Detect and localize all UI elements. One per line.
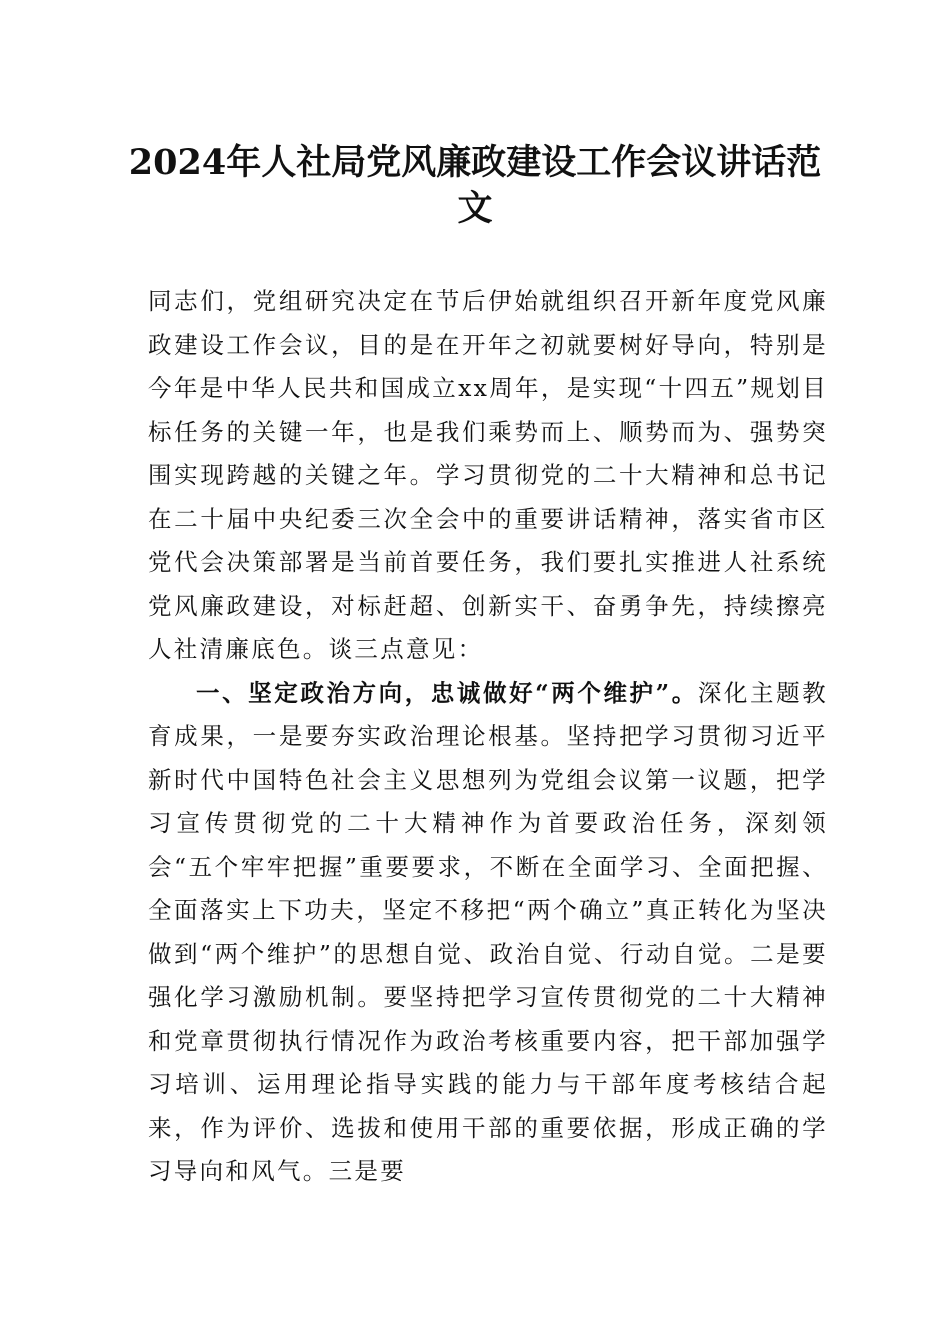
paragraph-text: 深化主题教育成果，一是要夯实政治理论根基。坚持把学习贯彻习近平新时代中国特色社会主义思想列为党组会议第一议题，把学习宣传贯彻党的二十大精神作为首要政治任务，深刻领会“五个牢牢把握”重要要求，不断在全面学习、全面把握、全面落实上下功夫，坚定不移把“两个确立”真正转化为坚决做到“两个维护”的思想自觉、政治自觉、行动自觉。二是要强化学习激励机制。要坚持把学习宣传贯彻党的二十大精神和党章贯彻执行情况作为政治考核重要内容，把干部加强学习培训、运用理论指导实践的能力与干部年度考核结合起来，作为评价、选拔和使用干部的重要依据，形成正确的学习导向和风气。三是要: [148, 678, 828, 1185]
paragraph-text: 同志们，党组研究决定在节后伊始就组织召开新年度党风廉政建设工作会议，目的是在开年之初就要树好导向，特别是今年是中华人民共和国成立xx周年，是实现“十四五”规划目标任务的关键一年，也是我们乘势而上、顺势而为、强势突围实现跨越的关键之年。学习贯彻党的二十大精神和总书记在二十届中央纪委三次全会中的重要讲话精神，落实省市区党代会决策部署是当前首要任务，我们要扎实推进人社系统党风廉政建设，对标赶超、创新实干、奋勇争先，持续擦亮人社清廉底色。谈三点意见：: [148, 287, 828, 663]
document-title: 2024年人社局党风廉政建设工作会议讲话范文: [128, 142, 822, 229]
paragraph-opening: [148, 280, 828, 672]
paragraph-section-one: [148, 672, 828, 1194]
document-body: [148, 280, 828, 1194]
section-heading: 一、坚定政治方向，忠诚做好“两个维护”。: [196, 678, 698, 707]
